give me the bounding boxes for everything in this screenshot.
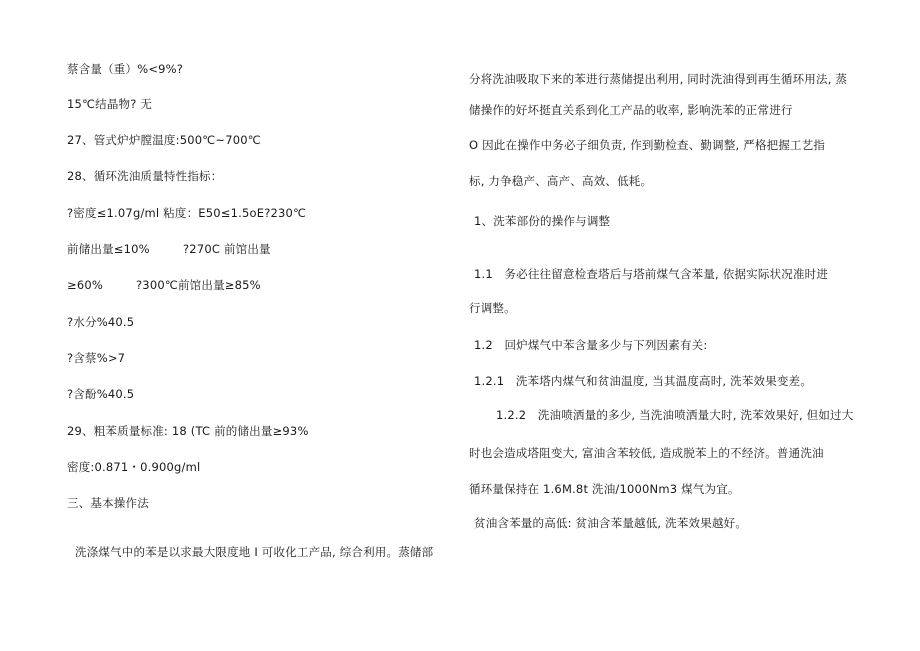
text-line: ?密度≤1.07g/ml 粘度：E50≤1.5oE?230℃ (67, 206, 307, 220)
text-line: 储操作的好坏挺直关系到化工产品的收率, 影响洗苯的正常进行 (469, 103, 793, 117)
text-line: 标, 力争稳产、高产、高效、低耗。 (469, 174, 653, 188)
text-line: 前储出量≤10% (67, 242, 150, 256)
text-line: 1.1 务必往往留意检查塔后与塔前煤气含苯量, 依据实际状况准时进 (474, 267, 829, 281)
text-line: ≥60% (67, 278, 103, 292)
text-line: O 因此在操作中务必子细负责, 作到勤检查、勤调整, 严格把握工艺指 (469, 138, 826, 152)
text-line: 蔡含量（重）%<9%? (67, 62, 184, 76)
text-line: 28、循环洗油质量特性指标： (67, 169, 223, 183)
text-line: 贫油含苯量的高低: 贫油含苯量越低, 洗苯效果越好。 (474, 516, 748, 530)
section-heading: 1、洗苯部份的操作与调整 (474, 214, 611, 228)
text-line: 循环量保持在 1.6M.8t 洗油/1000Nm3 煤气为宜。 (469, 482, 740, 496)
text-line: 时也会造成塔阻变大, 富油含苯较低, 造成脱苯上的不经济。普通洗油 (469, 446, 824, 460)
text-line: 分将洗油吸取下来的苯进行蒸储提出利用, 同时洗油得到再生循环用法, 蒸 (469, 72, 848, 86)
text-line: 1.2.1 洗苯塔内煤气和贫油温度, 当其温度高时, 洗苯效果变差。 (474, 374, 813, 388)
text-line: ?270C 前馆出量 (183, 242, 271, 256)
text-line: 27、管式炉炉膛温度:500℃~700℃ (67, 133, 261, 147)
section-heading: 三、基本操作法 (67, 496, 149, 510)
text-line: ?水分%40.5 (67, 315, 135, 329)
text-line: ?300℃前馆出量≥85% (136, 278, 261, 292)
text-line: 行调整。 (469, 301, 516, 315)
text-line: ?含酚%40.5 (67, 387, 135, 401)
text-line: 1.2.2 洗油喷洒量的多少, 当洗油喷洒量大时, 洗苯效果好, 但如过大 (496, 408, 854, 422)
text-line: 15℃结晶物? 无 (67, 97, 153, 111)
text-line: 29、粗苯质量标准: 18 (TC 前的储出量≥93% (67, 424, 309, 438)
text-line: 密度:0.871・0.900g/ml (67, 460, 201, 474)
text-line: ?含蔡%>7 (67, 351, 126, 365)
text-line: 1.2 回炉煤气中苯含量多少与下列因素有关: (474, 338, 708, 352)
text-line: 洗涤煤气中的苯是以求最大限度地 I 可收化工产品, 综合利用。蒸储部 (75, 545, 434, 559)
